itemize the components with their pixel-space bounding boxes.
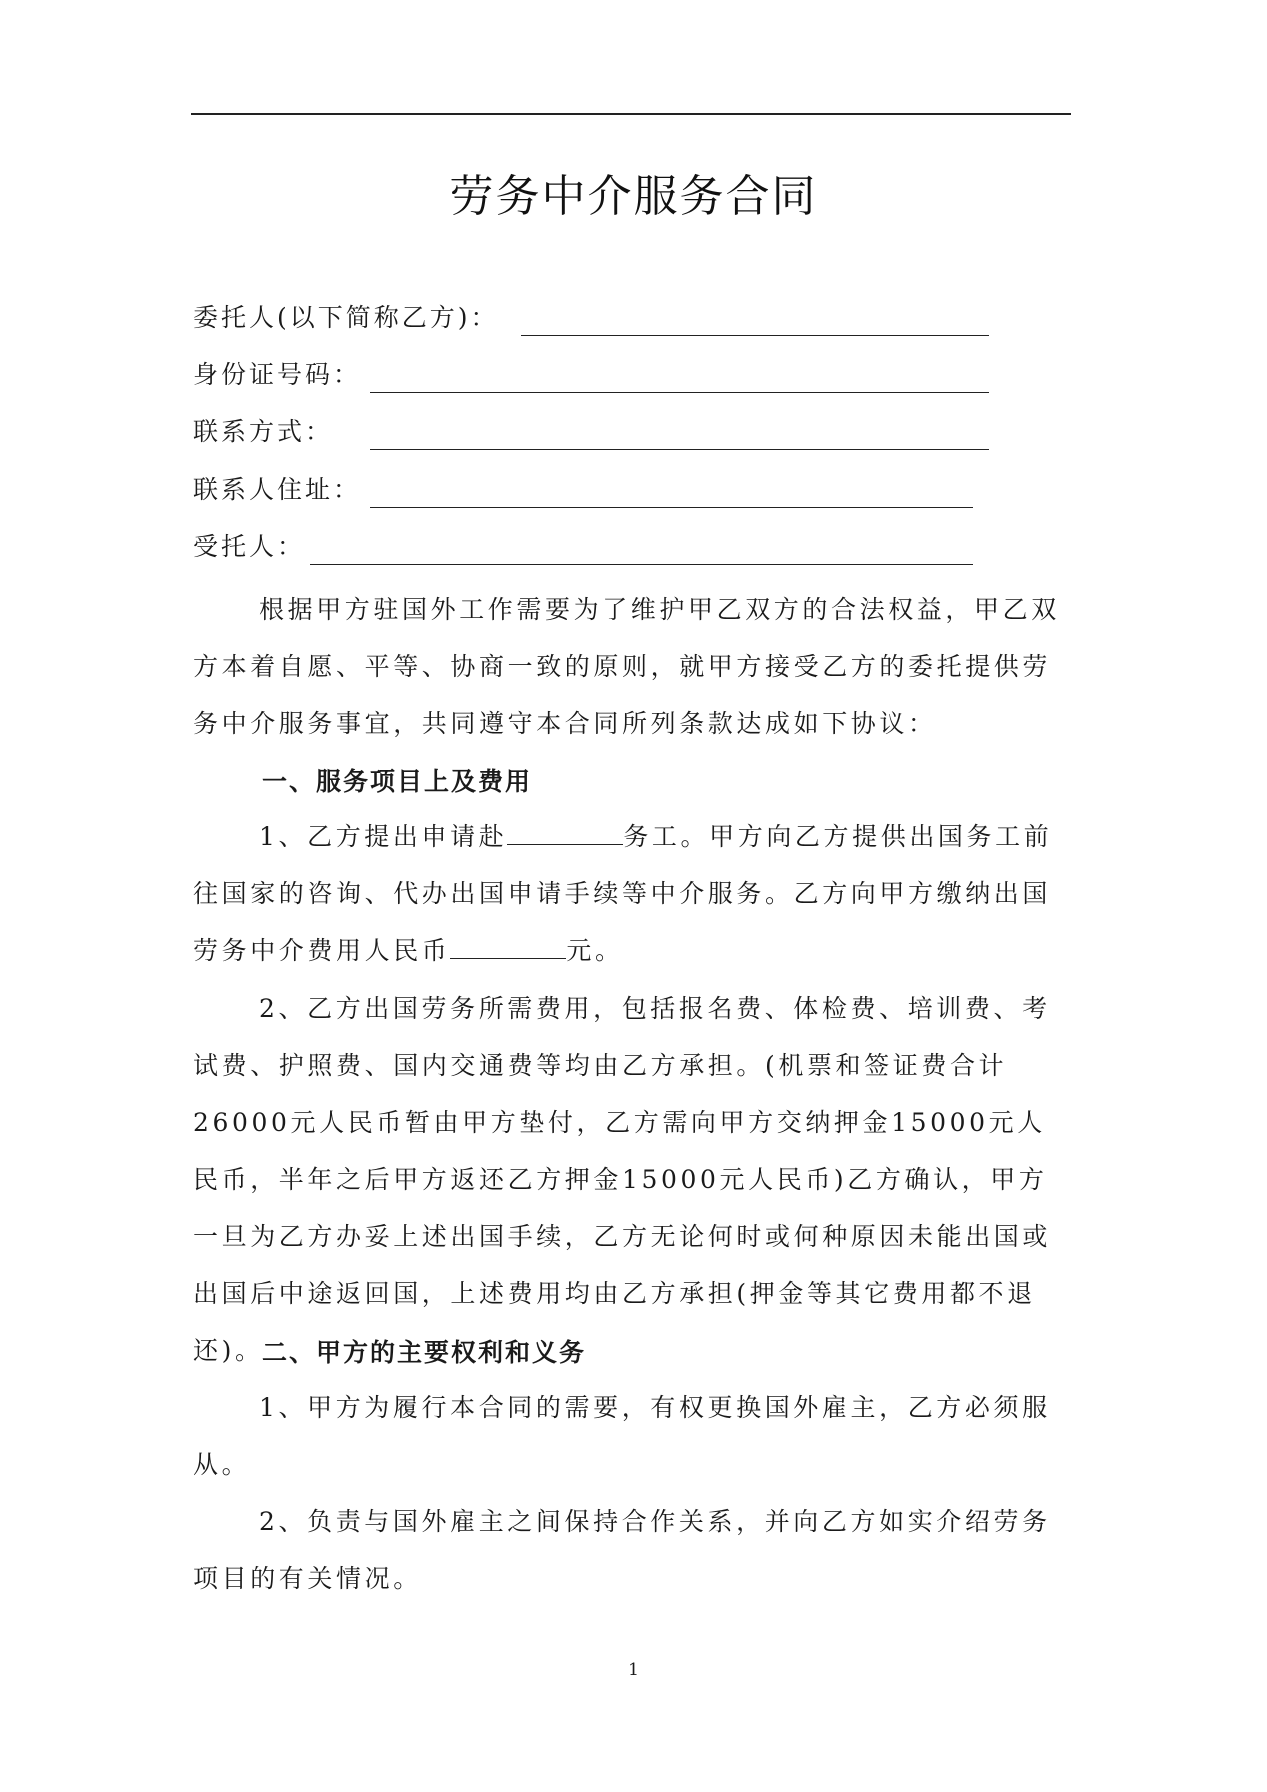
contact-label: 联系方式： [193,417,334,446]
id-number-label: 身份证号码： [193,360,362,389]
agent-field [193,527,993,567]
id-number-input-line[interactable] [370,392,989,393]
section2-heading: 二、甲方的主要权利和义务 [262,1338,587,1367]
section1-heading: 一、服务项目上及费用 [262,767,533,796]
address-input-line[interactable] [370,507,973,508]
intro-text: 根据甲方驻国外工作需要为了维护甲乙双方的合法权益，甲乙双方本着自愿、平等、协商一致的原则，就甲方接受乙方的委托提供劳务中介服务事宜，共同遵守本合同所列条款达成如下协议： [193,595,1060,738]
intro-paragraph [193,581,1073,752]
item1-text-part2: 务工。甲方向乙方提供出国务工前往国家的咨询、代办出国申请手续等中介服务。乙方向甲方缴纳出国劳务中介费用人民币 [193,822,1053,965]
client-label: 委托人(以下简称乙方)： [193,303,499,332]
address-label: 联系人住址： [193,475,362,504]
document-title: 劳务中介服务合同 [449,171,818,222]
address-field [193,470,993,510]
client-input-line[interactable] [521,335,989,336]
destination-blank[interactable] [507,822,623,845]
header-rule [191,113,1071,115]
item2-text: 2、乙方出国劳务所需费用，包括报名费、体检费、培训费、考试费、护照费、国内交通费等均由乙方承担。(机票和签证费合计26000元人民币暂由甲方垫付，乙方需向甲方交纳押金15000元人民币，半年之后甲方返还乙方押金15000元人民币)乙方确认，甲方一旦为乙方办妥上述出国手续，乙方无论何时或何种原因未能出国或出国后中途返回国，上述费用均由乙方承担(押金等其它费用都不退还)。 [193,994,1052,1365]
item1-text-part3: 元。 [566,936,624,965]
page-number: 1 [628,1660,639,1680]
section2-item1-text: 1、甲方为履行本合同的需要，有权更换国外雇主，乙方必须服从。 [193,1393,1051,1479]
section1-item2 [193,980,1073,1379]
contact-field [193,412,993,452]
contact-input-line[interactable] [370,449,989,450]
fee-blank[interactable] [450,936,566,959]
client-field [193,298,993,338]
section2-item2-text: 2、负责与国外雇主之间保持合作关系，并向乙方如实介绍劳务项目的有关情况。 [193,1507,1051,1593]
id-number-field [193,355,993,395]
item1-text-part1: 1、乙方提出申请赴 [259,822,508,851]
agent-label: 受托人： [193,532,306,561]
section1-item1 [193,808,1073,979]
section2-item2 [193,1493,1073,1607]
agent-input-line[interactable] [310,564,973,565]
section2-item1 [193,1379,1073,1493]
